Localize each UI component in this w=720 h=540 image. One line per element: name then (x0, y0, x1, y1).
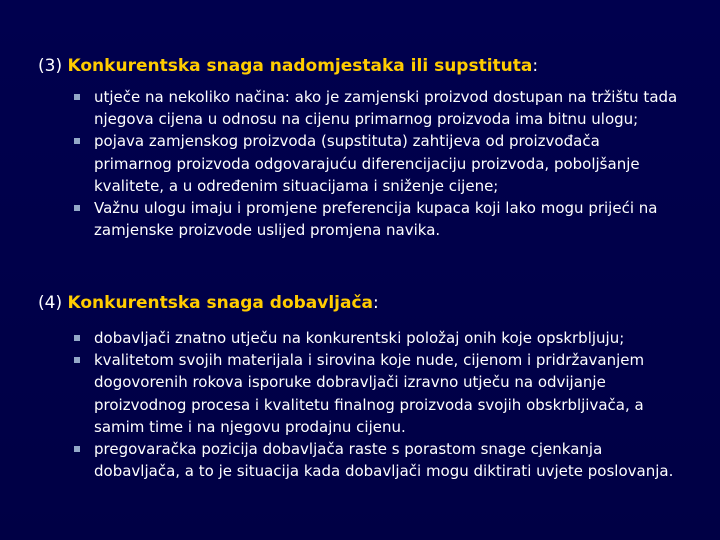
section-number: (3) (38, 56, 63, 76)
square-bullet-icon (74, 357, 80, 363)
square-bullet-icon (74, 446, 80, 452)
list-item (74, 197, 678, 241)
heading-colon: : (532, 56, 539, 76)
list-item (74, 86, 678, 130)
bullet-list (38, 86, 678, 241)
section-suppliers (38, 291, 678, 482)
section-substitutes (38, 54, 678, 241)
square-bullet-icon (74, 138, 80, 144)
bullet-text: kvalitetom svojih materijala i sirovina koje nude, cijenom i pridržavanjem dogovorenih rokova isporuke dobravljači izravno utječu na odvijanje proizvodnog procesa i kvalitetu finalnog proizvoda svojih obskrbljivača, a samim time i na njegovu prodajnu cijenu. (94, 351, 645, 436)
bullet-text: dobavljači znatno utječu na konkurentski položaj onih koje opskrbljuju; (94, 329, 625, 347)
bullet-text: Važnu ulogu imaju i promjene preferencija kupaca koji lako mogu prijeći na zamjenske proizvode uslijed promjena navika. (94, 199, 658, 240)
list-item (74, 438, 678, 482)
square-bullet-icon (74, 94, 80, 100)
section-title: Konkurentska snaga nadomjestaka ili supstituta (67, 56, 533, 76)
list-item (74, 130, 678, 197)
heading-colon: : (373, 293, 379, 313)
section-heading (38, 291, 678, 315)
bullet-text: pojava zamjenskog proizvoda (supstituta) zahtijeva od proizvođača primarnog proizvoda odgovarajuću diferencijaciju proizvoda, poboljšanje kvalitete, a u određenim situacijama i sniženje cijene; (94, 132, 640, 195)
section-number: (4) (38, 293, 63, 313)
bullet-list (38, 327, 678, 482)
bullet-text: pregovaračka pozicija dobavljača raste s porastom snage cjenkanja dobavljača, a to je situacija kada dobavljači mogu diktirati uvjete poslovanja. (94, 440, 674, 481)
list-item (74, 349, 678, 438)
square-bullet-icon (74, 205, 80, 211)
square-bullet-icon (74, 335, 80, 341)
bullet-text: utječe na nekoliko načina: ako je zamjenski proizvod dostupan na tržištu tada njegova cijena u odnosu na cijenu primarnog proizvoda ima bitnu ulogu; (94, 88, 678, 129)
section-heading (38, 54, 678, 78)
list-item (74, 327, 678, 349)
section-title: Konkurentska snaga dobavljača (67, 293, 374, 313)
